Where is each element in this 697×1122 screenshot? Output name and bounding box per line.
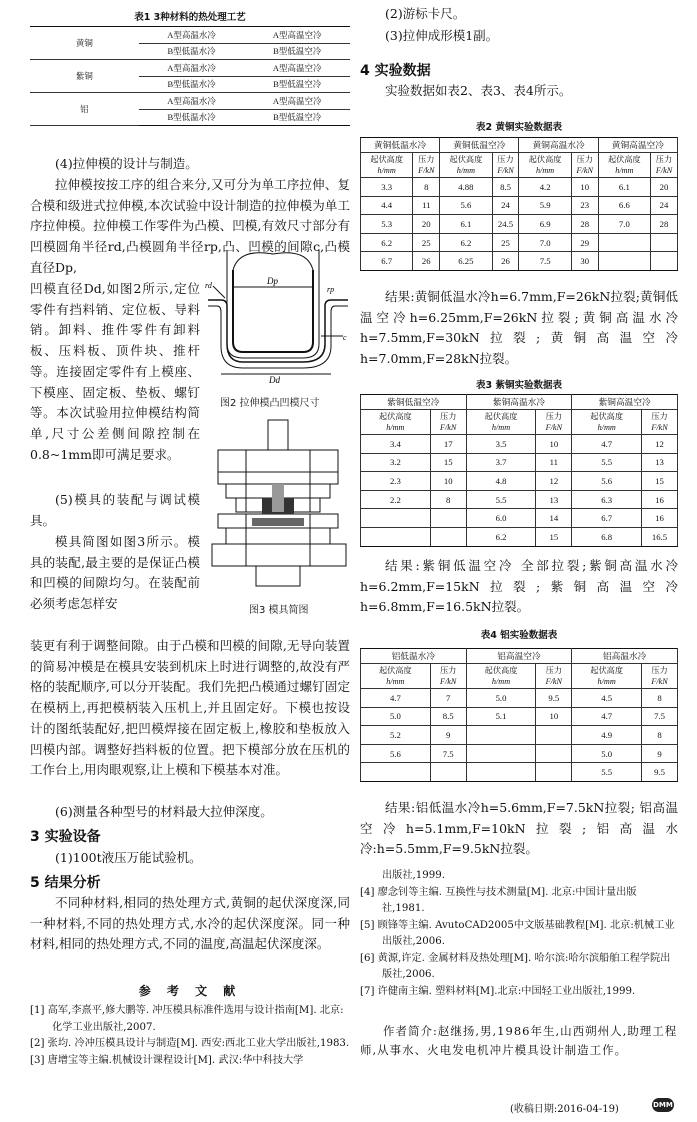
sub-header-f <box>430 664 466 689</box>
table-cell: 3.7 <box>466 453 536 472</box>
references-left <box>30 1003 350 1069</box>
sub-header-row <box>361 664 678 689</box>
reference-item: [5] 顾锋等主编. AvutoCAD2005中文版基础教程[M]. 北京:机械工业出版社,2006. <box>360 919 675 947</box>
fig2-label-rp: rp <box>327 285 335 294</box>
table-cell: 16.5 <box>642 527 678 546</box>
section-4-heading: 4 实验数据 <box>360 63 431 79</box>
table-cell <box>536 763 572 782</box>
table-cell <box>430 509 466 528</box>
table-cell <box>361 527 431 546</box>
right-p2: (3)拉伸成形模1副。 <box>385 28 499 43</box>
sub-header-f-label: 压力 <box>655 155 673 164</box>
table-row <box>361 472 678 491</box>
left-p3: 凹模直径Dd,如图2所示,定位零件有挡料销、定位板、导料销。卸料、推件零件有卸料板、压料板、顶件块、推杆等。连接固定零件有上模座、下模座、固定板、垫板、螺钉等。本次试验用拉伸模结构简单,尺寸公差侧间隙控制在0.8~1mm即可满足要求。 <box>30 281 200 462</box>
table-body <box>361 178 678 271</box>
table-row <box>361 726 678 745</box>
sub-header-h-label: 起伏高度 <box>528 155 562 164</box>
table-row <box>361 744 678 763</box>
table-body <box>361 689 678 782</box>
table-cell: 2.2 <box>361 490 431 509</box>
received-date: (收稿日期:2016-04-19) <box>510 1104 619 1115</box>
table-cell <box>361 509 431 528</box>
sub-header-h-label: 起伏高度 <box>378 666 412 675</box>
left-p4: (5)模具的装配与调试模具。 <box>30 492 200 528</box>
table-cell: 13 <box>642 453 678 472</box>
sub-header-h-unit: h/mm <box>456 166 475 175</box>
references-title: 参 考 文 献 <box>138 984 242 998</box>
sub-header-f <box>430 410 466 435</box>
table4 <box>360 648 678 782</box>
table-row <box>30 60 350 77</box>
table-cell <box>598 233 650 252</box>
sub-header-f <box>492 153 519 178</box>
sub-header-f <box>651 153 678 178</box>
table-row <box>361 490 678 509</box>
sub-header-h <box>466 664 536 689</box>
right-p3: 实验数据如表2、表3、表4所示。 <box>385 83 572 98</box>
table-cell: 6.8 <box>572 527 642 546</box>
table-cell: 4.8 <box>466 472 536 491</box>
sub-header-f-unit: F/kN <box>576 166 593 175</box>
table-cell: 2.3 <box>361 472 431 491</box>
sub-header-h <box>519 153 571 178</box>
group-header: 黄铜低温水冷 <box>361 138 440 153</box>
reference-continued: 出版社,1999. <box>382 870 445 881</box>
sub-header-f-label: 压力 <box>439 666 457 675</box>
table-cell <box>536 744 572 763</box>
sub-header-h-unit: h/mm <box>597 677 616 686</box>
group-header-row <box>361 138 678 153</box>
table-cell: A型高温空冷 <box>244 27 350 44</box>
left-p5: 模具简图如图3所示。模具的装配,最主要的是保证凸模和凹模的间隙均匀。在装配前必须考虑怎样安 <box>30 534 200 612</box>
table-row <box>361 509 678 528</box>
material-cell: 紫铜 <box>30 60 139 93</box>
figure2-caption: 图2 拉伸模凸凹模尺寸 <box>220 398 320 409</box>
table-cell: 3.5 <box>466 435 536 454</box>
table-cell: 25 <box>413 233 440 252</box>
sub-header-h-unit: h/mm <box>377 166 396 175</box>
sub-header-row <box>361 153 678 178</box>
table-cell: 7.5 <box>642 707 678 726</box>
table-cell: 5.3 <box>361 215 413 234</box>
table2 <box>360 137 678 271</box>
sub-header-f-unit: F/kN <box>651 423 668 432</box>
table-cell: 29 <box>571 233 598 252</box>
table-cell: 5.1 <box>466 707 536 726</box>
table-cell: 15 <box>536 527 572 546</box>
sub-header-f-unit: F/kN <box>440 677 457 686</box>
table-cell: 6.6 <box>598 196 650 215</box>
table-cell <box>466 744 536 763</box>
table-cell: 24.5 <box>492 215 519 234</box>
table-cell: 4.9 <box>572 726 642 745</box>
table-cell <box>651 233 678 252</box>
sub-header-f <box>536 410 572 435</box>
table-head <box>361 138 678 178</box>
table-cell: 5.5 <box>572 453 642 472</box>
table-cell: 4.7 <box>572 435 642 454</box>
table-cell: 6.1 <box>440 215 492 234</box>
reference-item: [7] 许健南主编. 塑料材料[M].北京:中国轻工业出版社,1999. <box>360 985 636 997</box>
table-cell: B型低温水冷 <box>139 109 245 126</box>
table-cell: 6.3 <box>572 490 642 509</box>
table4-result: 结果:铝低温水冷h=5.6mm,F=7.5kN拉裂; 铝高温空冷h=5.1mm,F=10kN拉裂;铝高温水冷:h=5.5mm,F=9.5kN拉裂。 <box>360 800 678 857</box>
table-row <box>361 527 678 546</box>
table-cell: 4.4 <box>361 196 413 215</box>
table-row <box>30 27 350 44</box>
sub-header-f <box>642 664 678 689</box>
table-cell: 8 <box>413 178 440 197</box>
table-cell: 9 <box>430 726 466 745</box>
table-row <box>361 435 678 454</box>
table-row <box>361 453 678 472</box>
table-cell: 10 <box>536 707 572 726</box>
table-cell: 6.7 <box>572 509 642 528</box>
table-cell: 10 <box>430 472 466 491</box>
table-cell: 7.5 <box>430 744 466 763</box>
group-header: 铝高温水冷 <box>572 649 678 664</box>
sub-header-h-label: 起伏高度 <box>378 412 412 421</box>
table-cell: 28 <box>651 215 678 234</box>
sub-header-h-unit: h/mm <box>615 166 634 175</box>
table-cell: 7 <box>430 689 466 708</box>
reference-item: [3] 唐增宝等主编.机械设计课程设计[M]. 武汉:华中科技大学 <box>30 1054 304 1066</box>
table1-caption: 表1 3种材料的热处理工艺 <box>134 12 246 23</box>
sub-header-h-label: 起伏高度 <box>484 412 518 421</box>
sub-header-h <box>361 664 431 689</box>
table-cell: 5.9 <box>519 196 571 215</box>
table-cell <box>536 726 572 745</box>
reference-item: [1] 高军,李熹平,修大鹏等. 冲压模具标准件选用与设计指南[M]. 北京:化学工业出版社,2007. <box>30 1005 344 1033</box>
left-p1: (4)拉伸模的设计与制造。 <box>55 156 198 171</box>
group-header: 铝低温水冷 <box>361 649 467 664</box>
left-p9: 不同种材料,相同的热处理方式,黄铜的起伏深度深,同一种材料,不同的热处理方式,水冷的起伏深度深。同一种材料,相同的热处理方式,不同的温度,高温起伏深度深。 <box>30 895 350 952</box>
sub-header-h-label: 起伏高度 <box>370 155 404 164</box>
table-row <box>361 763 678 782</box>
table-cell: 5.5 <box>572 763 642 782</box>
group-header: 铝高温空冷 <box>466 649 572 664</box>
table-cell: 5.0 <box>572 744 642 763</box>
sub-header-h-label: 起伏高度 <box>484 666 518 675</box>
fig2-label-dd: Dd <box>269 375 280 385</box>
table-cell: 6.1 <box>598 178 650 197</box>
table-row <box>361 252 678 271</box>
figure3-caption: 图3 模具简图 <box>249 605 309 616</box>
reference-item: [6] 黄源,许定. 金属材料及热处理[M]. 哈尔滨:哈尔滨船舶工程学院出版社,2006. <box>360 952 671 980</box>
sub-header-f-unit: F/kN <box>440 423 457 432</box>
table-head <box>361 395 678 435</box>
table-cell: 9.5 <box>642 763 678 782</box>
table-cell <box>651 252 678 271</box>
sub-header-f-unit: F/kN <box>545 423 563 432</box>
sub-header-h-label: 起伏高度 <box>449 155 483 164</box>
sub-header-h-unit: h/mm <box>386 423 405 432</box>
table-cell: 3.4 <box>361 435 431 454</box>
table-cell: 5.0 <box>361 707 431 726</box>
table-cell: 4.7 <box>572 707 642 726</box>
table-cell: 4.5 <box>572 689 642 708</box>
sub-header-h <box>572 664 642 689</box>
group-header: 黄铜高温空冷 <box>598 138 677 153</box>
table3-result: 结果:紫铜低温空冷 全部拉裂;紫铜高温水冷h=6.2mm,F=15kN拉裂;紫铜高温空冷h=6.8mm,F=16.5kN拉裂。 <box>360 558 678 615</box>
sub-header-f-label: 压力 <box>497 155 514 164</box>
table-cell <box>466 726 536 745</box>
sub-header-f-unit: F/kN <box>418 166 435 175</box>
table-cell: A型高温空冷 <box>244 93 350 110</box>
reference-item: [4] 廖念钊等主编. 互换性与技术测量[M]. 北京:中国计量出版社,1981. <box>360 886 637 914</box>
sub-header-h-unit: h/mm <box>491 677 511 686</box>
sub-header-h <box>598 153 650 178</box>
sub-header-row <box>361 410 678 435</box>
left-p2: 拉伸模按按工序的组合来分,又可分为单工序拉伸、复合模和级进式拉伸模,本次试验中设计制造的拉伸模为单工序拉伸模。拉伸模工作零件为凸模、凹模,有效尺寸部分有凹模圆角半径rd,凸模圆角半径rp,凸、凹模的间隙c,凸模直径Dp, <box>30 177 350 275</box>
reference-item: [2] 张均. 冷冲压模具设计与制造[M]. 西安:西北工业大学出版社,1983. <box>30 1038 350 1049</box>
table-cell: B型低温空冷 <box>244 43 350 60</box>
table-cell: B型低温空冷 <box>244 76 350 93</box>
table-cell: 8.5 <box>492 178 519 197</box>
sub-header-f-unit: F/kN <box>651 677 668 686</box>
table-cell <box>466 763 536 782</box>
left-p6: 装更有利于调整间隙。由于凸模和凹模的间隙,无导向装置的简易冲模是在模具安装到机床上时进行调整的,故没有严格的装配顺序,可以分开装配。我们先把凸模通过螺钉固定在模柄上,再把模柄装入压机上,并且固定好。下模也按设计的图纸装配好,把凹模焊接在固定板上,橡胶和垫板放入凹模内部。调整好挡料板的位置。把下模部分放在压机的工作台上,用肉眼观察,让上模和下模基本对准。 <box>30 638 350 778</box>
table2-result: 结果:黄铜低温水冷h=6.7mm,F=26kN拉裂;黄铜低温空冷h=6.25mm,F=26kN拉裂;黄铜高温水冷h=7.5mm,F=30kN拉裂;黄铜高温空冷h=7.0mm,F=28kN拉裂。 <box>360 289 678 367</box>
table-cell: 11 <box>413 196 440 215</box>
table-cell: 5.6 <box>440 196 492 215</box>
table-cell: 20 <box>413 215 440 234</box>
fig2-label-rd: rd <box>205 281 212 290</box>
table-cell: 3.2 <box>361 453 431 472</box>
table-cell: 16 <box>642 509 678 528</box>
table-cell: 4.7 <box>361 689 431 708</box>
references-right <box>360 868 678 1000</box>
table-cell: 12 <box>536 472 572 491</box>
table-cell: 24 <box>492 196 519 215</box>
figure3-mold-diagram <box>206 418 354 594</box>
table-cell: A型高温水冷 <box>139 93 245 110</box>
table-cell: 7.0 <box>519 233 571 252</box>
table-row <box>30 93 350 110</box>
table-cell: 10 <box>536 435 572 454</box>
table-cell: 6.7 <box>361 252 413 271</box>
table-cell: 24 <box>651 196 678 215</box>
sub-header-f-label: 压力 <box>418 155 435 164</box>
sub-header-h-label: 起伏高度 <box>590 666 624 675</box>
table-cell: 6.9 <box>519 215 571 234</box>
table-cell: 26 <box>492 252 519 271</box>
sub-header-h-unit: h/mm <box>597 423 616 432</box>
table-cell: 14 <box>536 509 572 528</box>
table-cell: 5.2 <box>361 726 431 745</box>
sub-header-f-unit: F/kN <box>497 166 514 175</box>
table-cell: 5.6 <box>572 472 642 491</box>
sub-header-f <box>642 410 678 435</box>
sub-header-h <box>361 153 413 178</box>
table-cell: 23 <box>571 196 598 215</box>
table-cell: 5.5 <box>466 490 536 509</box>
fig2-label-c: c <box>343 333 347 342</box>
table-cell: 9.5 <box>536 689 572 708</box>
table-cell: 9 <box>642 744 678 763</box>
sub-header-f <box>536 664 572 689</box>
table3 <box>360 394 678 547</box>
sub-header-h <box>572 410 642 435</box>
sub-header-f-unit: F/kN <box>655 166 673 175</box>
table-cell: 10 <box>571 178 598 197</box>
table-cell: 6.25 <box>440 252 492 271</box>
table-cell: 20 <box>651 178 678 197</box>
sub-header-h-unit: h/mm <box>386 677 405 686</box>
table-cell: 25 <box>492 233 519 252</box>
table-cell: A型高温水冷 <box>139 27 245 44</box>
table-row <box>361 707 678 726</box>
table-cell: 7.0 <box>598 215 650 234</box>
table-cell: B型低温水冷 <box>139 76 245 93</box>
table-row <box>361 215 678 234</box>
table-cell: 6.2 <box>466 527 536 546</box>
table-cell: 5.6 <box>361 744 431 763</box>
table-cell <box>361 763 431 782</box>
table-head <box>361 649 678 689</box>
left-p8: (1)100t液压万能试验机。 <box>55 850 202 865</box>
group-header: 黄铜低温空冷 <box>440 138 519 153</box>
table-cell: 13 <box>536 490 572 509</box>
table-cell: B型低温空冷 <box>244 109 350 126</box>
table-cell: 8 <box>642 689 678 708</box>
table-cell: 30 <box>571 252 598 271</box>
table-cell: A型高温空冷 <box>244 60 350 77</box>
table3-caption: 表3 紫铜实验数据表 <box>476 380 562 391</box>
table-cell: 8 <box>642 726 678 745</box>
group-header-row <box>361 395 678 410</box>
table-cell: 5.0 <box>466 689 536 708</box>
group-header: 黄铜高温水冷 <box>519 138 598 153</box>
table-body <box>361 435 678 547</box>
figure2-die-diagram <box>203 240 353 385</box>
table-cell: 12 <box>642 435 678 454</box>
sub-header-f-label: 压力 <box>576 155 593 164</box>
table1 <box>30 26 350 126</box>
journal-logo: DMM <box>652 1098 674 1112</box>
sub-header-h-unit: h/mm <box>491 423 511 432</box>
table-cell: 26 <box>413 252 440 271</box>
sub-header-f <box>413 153 440 178</box>
sub-header-f-unit: F/kN <box>545 677 563 686</box>
group-header: 紫铜高温水冷 <box>466 395 572 410</box>
sub-header-h <box>440 153 492 178</box>
table-cell <box>430 527 466 546</box>
group-header-row <box>361 649 678 664</box>
material-cell: 黄铜 <box>30 27 139 60</box>
group-header: 紫铜高温空冷 <box>572 395 678 410</box>
table-row <box>361 689 678 708</box>
section-5-heading: 5 结果分析 <box>30 875 101 891</box>
material-cell: 铝 <box>30 93 139 126</box>
table-cell: 7.5 <box>519 252 571 271</box>
sub-header-f-label: 压力 <box>440 412 457 421</box>
table-cell: 4.88 <box>440 178 492 197</box>
table-cell: 11 <box>536 453 572 472</box>
sub-header-h <box>361 410 431 435</box>
table-row <box>361 178 678 197</box>
table-cell: 8.5 <box>430 707 466 726</box>
sub-header-f-label: 压力 <box>651 666 668 675</box>
table-cell: 15 <box>642 472 678 491</box>
table-cell <box>430 763 466 782</box>
table-cell: 17 <box>430 435 466 454</box>
table-cell: 6.2 <box>440 233 492 252</box>
group-header: 紫铜低温空冷 <box>361 395 467 410</box>
table-cell: 6.2 <box>361 233 413 252</box>
table4-caption: 表4 铝实验数据表 <box>480 630 558 641</box>
table-row <box>361 233 678 252</box>
table-cell: 4.2 <box>519 178 571 197</box>
left-p7: (6)测量各种型号的材料最大拉伸深度。 <box>55 804 273 819</box>
table-cell <box>598 252 650 271</box>
sub-header-f-label: 压力 <box>545 412 563 421</box>
table-cell: 16 <box>642 490 678 509</box>
sub-header-f <box>571 153 598 178</box>
table-cell: A型高温水冷 <box>139 60 245 77</box>
section-3-heading: 3 实验设备 <box>30 829 101 845</box>
sub-header-h-unit: h/mm <box>536 166 555 175</box>
author-bio: 作者简介:赵继扬,男,1986年生,山西朔州人,助理工程师,从事水、火电发电机冲片模具设计制造工作。 <box>360 1024 678 1057</box>
sub-header-h-label: 起伏高度 <box>607 155 641 164</box>
table-cell: 8 <box>430 490 466 509</box>
table-row <box>361 196 678 215</box>
table-cell: 15 <box>430 453 466 472</box>
table-cell: 3.3 <box>361 178 413 197</box>
table-cell: B型低温水冷 <box>139 43 245 60</box>
sub-header-f-label: 压力 <box>545 666 563 675</box>
right-p1: (2)游标卡尺。 <box>385 6 466 21</box>
table-cell: 6.0 <box>466 509 536 528</box>
sub-header-f-label: 压力 <box>651 412 668 421</box>
fig2-label-dp: Dp <box>267 276 278 286</box>
table-cell: 28 <box>571 215 598 234</box>
table2-caption: 表2 黄铜实验数据表 <box>476 122 562 133</box>
sub-header-h <box>466 410 536 435</box>
sub-header-h-label: 起伏高度 <box>590 412 624 421</box>
